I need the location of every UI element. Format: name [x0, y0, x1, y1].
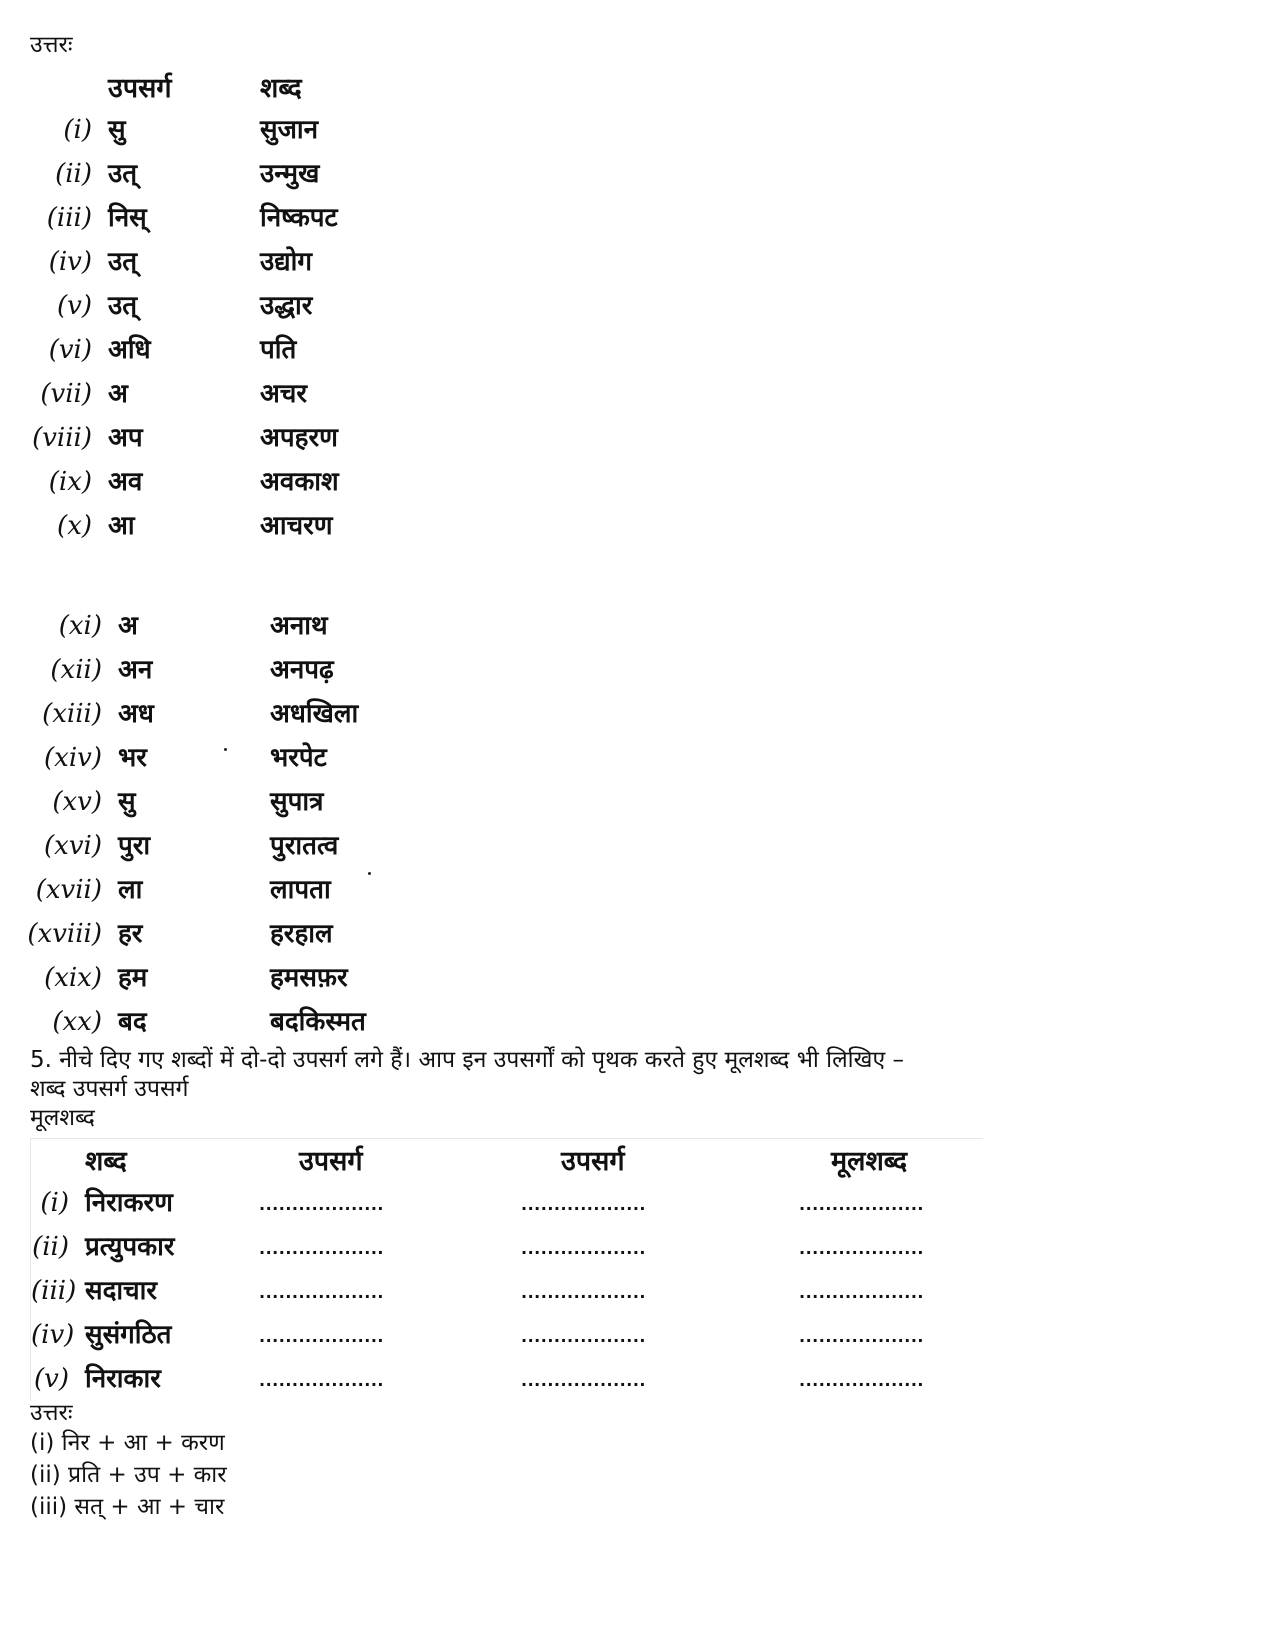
row-number: (v) — [34, 1364, 69, 1394]
answer-label-bottom: उत्तरः — [30, 1400, 73, 1426]
scan-speck — [224, 748, 227, 751]
table-row — [31, 1313, 983, 1357]
row-prefix: ला — [118, 875, 143, 905]
table-row — [0, 692, 1000, 736]
table-row — [0, 504, 1000, 548]
row-word: लापता — [270, 875, 331, 905]
row-word: भरपेट — [270, 743, 327, 773]
col-header-prefix-2: उपसर्ग — [561, 1146, 625, 1177]
table-row — [0, 372, 1000, 416]
row-prefix: अव — [108, 467, 143, 497]
row-word: हरहाल — [270, 919, 333, 949]
row-number: (xx) — [52, 1007, 102, 1037]
row-number: (vi) — [48, 335, 92, 365]
table-row — [0, 416, 1000, 460]
table-row — [31, 1225, 983, 1269]
blank-prefix-2: ................... — [521, 1195, 646, 1214]
row-number: (x) — [57, 511, 92, 541]
row-word: उद्योग — [260, 247, 313, 277]
row-word: अनाथ — [270, 611, 328, 641]
table-row — [0, 912, 1000, 956]
table-row — [0, 868, 1000, 912]
row-word: निष्कपट — [260, 203, 338, 233]
table-row — [31, 1181, 983, 1225]
table-row — [0, 1000, 1000, 1044]
row-prefix: सु — [118, 787, 136, 817]
blank-prefix-2: ................... — [521, 1239, 646, 1258]
row-prefix: अ — [118, 611, 138, 641]
header-word: शब्द — [260, 73, 302, 104]
row-word: आचरण — [260, 511, 333, 541]
row-word: अचर — [260, 379, 308, 409]
row-number: (xix) — [44, 963, 102, 993]
table-row — [0, 284, 1000, 328]
row-prefix: निस् — [108, 203, 147, 233]
question-5-line-1: 5. नीचे दिए गए शब्दों में दो-दो उपसर्ग लगे हैं। आप इन उपसर्गों को पृथक करते हुए मूलशब्द भी लिखिए – — [30, 1047, 904, 1073]
row-word: अपहरण — [260, 423, 338, 453]
row-number: (ix) — [48, 467, 92, 497]
col-header-root-word: मूलशब्द — [831, 1146, 908, 1177]
blank-root-word: ................... — [799, 1283, 924, 1302]
answer-line: (ii) प्रति + उप + कार — [30, 1462, 227, 1488]
row-number: (xii) — [50, 655, 102, 685]
table-row — [0, 604, 1000, 648]
blank-prefix-1: ................... — [259, 1283, 384, 1302]
row-word: बदकिस्मत — [270, 1007, 366, 1037]
table-row — [31, 1357, 983, 1401]
table-row — [0, 780, 1000, 824]
blank-prefix-2: ................... — [521, 1371, 646, 1390]
row-prefix: उत् — [108, 247, 138, 277]
row-word: निराकरण — [85, 1188, 173, 1218]
row-prefix: अध — [118, 699, 154, 729]
row-number: (xiii) — [42, 699, 102, 729]
row-number: (i) — [63, 115, 92, 145]
row-prefix: बद — [118, 1007, 147, 1037]
answer-line: (i) निर + आ + करण — [30, 1430, 225, 1456]
blank-prefix-1: ................... — [259, 1195, 384, 1214]
row-prefix: पुरा — [118, 831, 151, 861]
row-word: सदाचार — [85, 1276, 157, 1306]
table-row — [31, 1269, 983, 1313]
blank-prefix-2: ................... — [521, 1283, 646, 1302]
blank-prefix-2: ................... — [521, 1327, 646, 1346]
row-number: (vii) — [40, 379, 92, 409]
answer-line: (iii) सत् + आ + चार — [30, 1494, 225, 1520]
row-number: (ii) — [55, 159, 92, 189]
row-word: पति — [260, 335, 297, 365]
row-number: (i) — [40, 1188, 69, 1218]
row-number: (iii) — [31, 1276, 77, 1306]
row-number: (ii) — [32, 1232, 69, 1262]
row-prefix: भर — [118, 743, 147, 773]
table-row — [0, 648, 1000, 692]
row-word: सुसंगठित — [85, 1320, 172, 1350]
table-row — [0, 196, 1000, 240]
table-row — [0, 736, 1000, 780]
row-number: (v) — [57, 291, 92, 321]
table-row — [0, 152, 1000, 196]
row-prefix: अ — [108, 379, 128, 409]
row-number: (iii) — [46, 203, 92, 233]
row-word: अवकाश — [260, 467, 339, 497]
row-word: अधखिला — [270, 699, 359, 729]
row-prefix: सु — [108, 115, 126, 145]
row-number: (xv) — [52, 787, 102, 817]
row-number: (iv) — [48, 247, 92, 277]
row-word: प्रत्युपकार — [85, 1232, 175, 1262]
row-word: निराकार — [85, 1364, 161, 1394]
row-prefix: हम — [118, 963, 148, 993]
blank-root-word: ................... — [799, 1371, 924, 1390]
row-prefix: उत् — [108, 159, 138, 189]
row-prefix: अन — [118, 655, 153, 685]
question-5-line-3: मूलशब्द — [30, 1105, 95, 1131]
row-prefix: अधि — [108, 335, 151, 365]
table-row — [0, 240, 1000, 284]
scan-speck — [368, 872, 371, 875]
blank-prefix-1: ................... — [259, 1371, 384, 1390]
table-row — [0, 824, 1000, 868]
table-row — [0, 108, 1000, 152]
blank-root-word: ................... — [799, 1239, 924, 1258]
row-number: (viii) — [32, 423, 92, 453]
blank-root-word: ................... — [799, 1327, 924, 1346]
row-number: (xiv) — [44, 743, 102, 773]
row-word: उन्मुख — [260, 159, 320, 189]
row-word: हमसफ़र — [270, 963, 348, 993]
question-5-line-2: शब्द उपसर्ग उपसर्ग — [30, 1076, 189, 1102]
row-word: पुरातत्व — [270, 831, 339, 861]
table-row — [0, 956, 1000, 1000]
row-number: (iv) — [31, 1320, 75, 1350]
row-prefix: उत् — [108, 291, 138, 321]
row-number: (xi) — [58, 611, 102, 641]
blank-prefix-1: ................... — [259, 1327, 384, 1346]
blank-prefix-1: ................... — [259, 1239, 384, 1258]
row-number: (xviii) — [27, 919, 102, 949]
row-word: अनपढ़ — [270, 655, 334, 685]
col-header-prefix-1: उपसर्ग — [299, 1146, 363, 1177]
row-number: (xvii) — [35, 875, 102, 905]
table-row — [0, 328, 1000, 372]
table-row — [0, 460, 1000, 504]
row-prefix: अप — [108, 423, 143, 453]
row-prefix: आ — [108, 511, 135, 541]
col-header-word: शब्द — [85, 1146, 127, 1177]
row-word: उद्धार — [260, 291, 313, 321]
row-word: सुपात्र — [270, 787, 324, 817]
exercise-table — [30, 1138, 983, 1401]
blank-root-word: ................... — [799, 1195, 924, 1214]
row-word: सुजान — [260, 115, 319, 145]
row-prefix: हर — [118, 919, 143, 949]
answer-label-top: उत्तरः — [30, 32, 73, 58]
header-prefix: उपसर्ग — [108, 73, 172, 104]
row-number: (xvi) — [44, 831, 102, 861]
